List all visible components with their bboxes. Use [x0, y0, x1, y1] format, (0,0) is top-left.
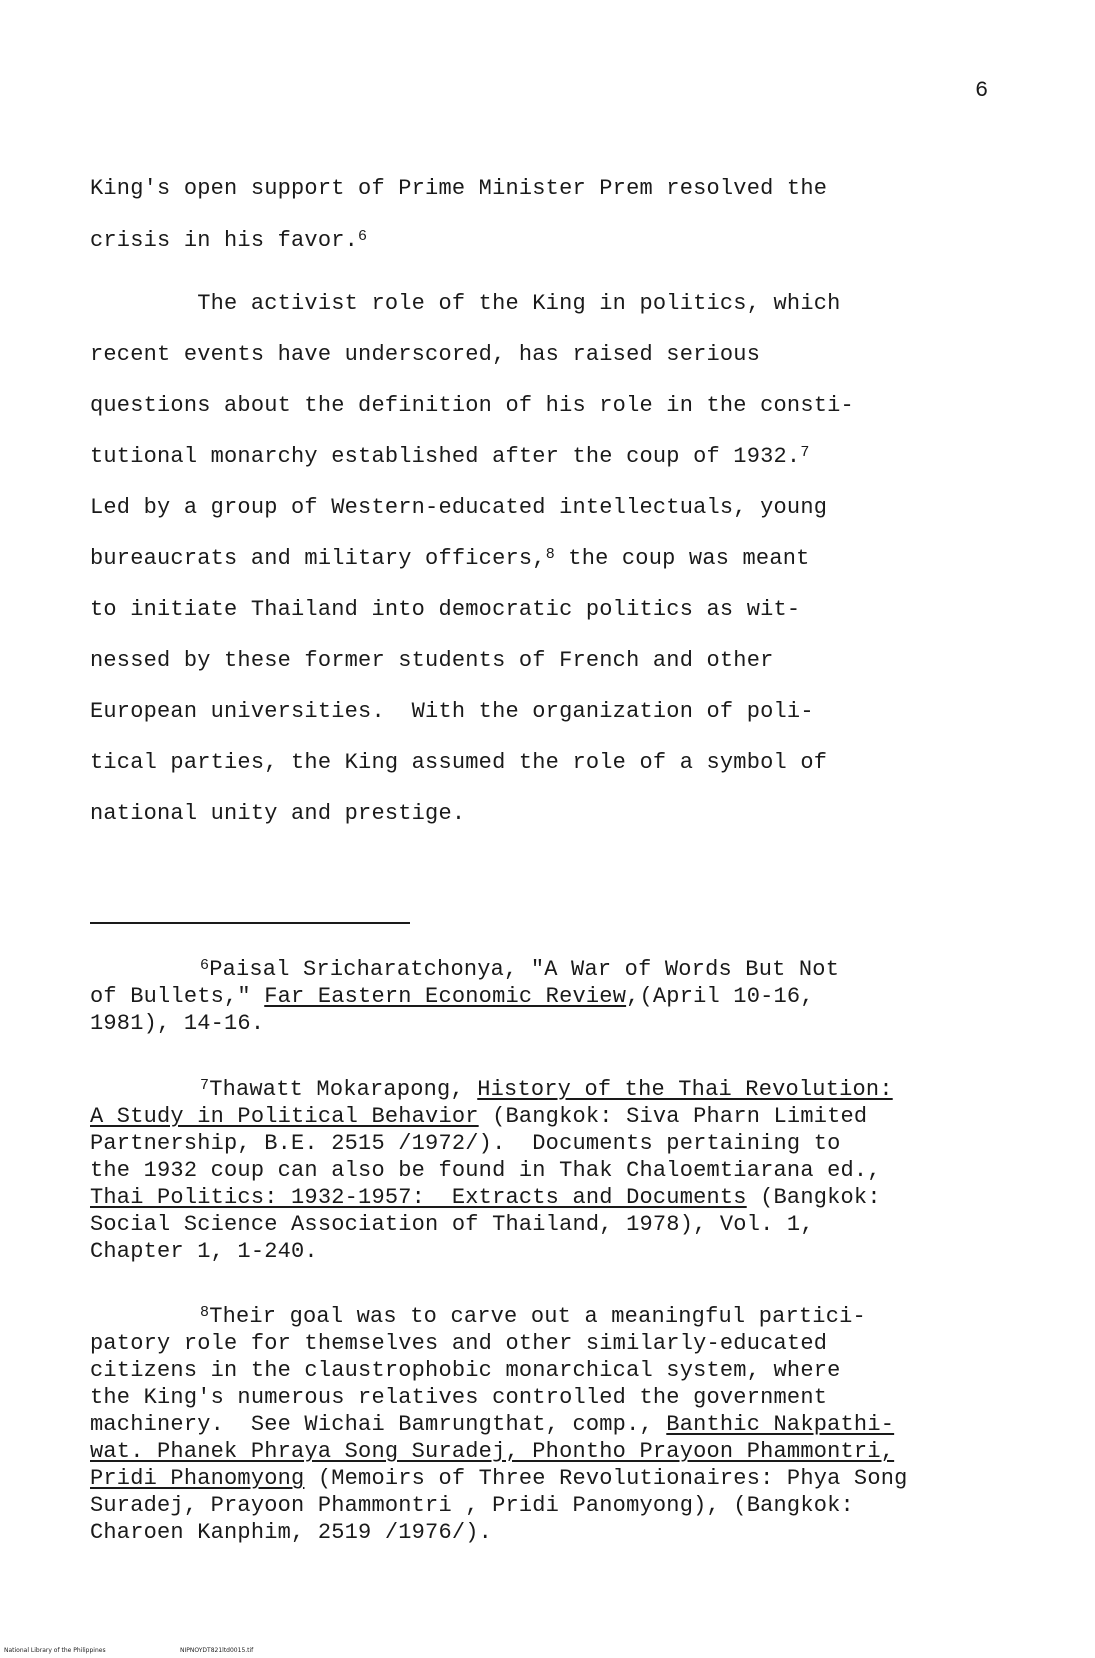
- footnote-ref: 8: [545, 546, 555, 563]
- journal-title: Far Eastern Economic Review: [264, 984, 627, 1009]
- footnote-line: $^8$Their goal was to carve out a meaningful partici-: [200, 1304, 866, 1329]
- footnote-separator: [90, 922, 410, 924]
- body-line: national unity and prestige.: [90, 801, 466, 826]
- body-line: recent events have underscored, has raised serious: [90, 342, 761, 367]
- footnote-marker: 6: [200, 957, 210, 974]
- footnote-line: of Bullets," Far Eastern Economic Review,(April 10-16,: [90, 984, 814, 1009]
- footnote-line: the King's numerous relatives controlled the government: [90, 1385, 828, 1410]
- footnote-line: machinery. See Wichai Bamrungthat, comp., Banthic Nakpathi-: [90, 1412, 895, 1437]
- footnote-line: citizens in the claustrophobic monarchical system, where: [90, 1358, 841, 1383]
- footnote-line: Charoen Kanphim, 2519 /1976/).: [90, 1520, 493, 1545]
- body-line: tical parties, the King assumed the role of a symbol of: [90, 750, 828, 775]
- footnote-line: patory role for themselves and other similarly-educated: [90, 1331, 828, 1356]
- book-title: wat. Phanek Phraya Song Suradej, Phontho Prayoon Phammontri,: [90, 1439, 895, 1464]
- book-title: Pridi Phanomyong: [90, 1466, 305, 1491]
- body-line: nessed by these former students of French and other: [90, 648, 774, 673]
- footnote-marker: 7: [200, 1077, 210, 1094]
- footnote-line: 1981), 14-16.: [90, 1011, 265, 1036]
- body-line: Led by a group of Western-educated intellectuals, young: [90, 495, 828, 520]
- footnote-ref: 7: [800, 444, 810, 461]
- body-line: King's open support of Prime Minister Prem resolved the: [90, 176, 828, 201]
- book-title: History of the Thai Revolution:: [477, 1077, 893, 1102]
- footnote-marker: 8: [200, 1304, 210, 1321]
- body-line: European universities. With the organization of poli-: [90, 699, 814, 724]
- body-line: to initiate Thailand into democratic politics as wit-: [90, 597, 801, 622]
- footnote-line: Pridi Phanomyong (Memoirs of Three Revolutionaires: Phya Song: [90, 1466, 908, 1491]
- footnote-ref: 6: [358, 228, 368, 245]
- footnote-line: $^6$Paisal Sricharatchonya, "A War of Words But Not: [200, 957, 840, 982]
- body-line: The activist role of the King in politics, which: [90, 291, 841, 316]
- book-title: A Study in Political Behavior: [90, 1104, 479, 1129]
- footnote-line: $^7$Thawatt Mokarapong, History of the Thai Revolution:: [200, 1077, 893, 1102]
- body-line: bureaucrats and military officers,$^8$ the coup was meant: [90, 546, 810, 571]
- footnote-line: Chapter 1, 1-240.: [90, 1239, 318, 1264]
- book-title: Thai Politics: 1932-1957: Extracts and Documents: [90, 1185, 747, 1210]
- footnote-line: Social Science Association of Thailand, 1978), Vol. 1,: [90, 1212, 814, 1237]
- book-title: Banthic Nakpathi-: [666, 1412, 895, 1437]
- footnote-line: the 1932 coup can also be found in Thak Chaloemtiarana ed.,: [90, 1158, 881, 1183]
- body-line: tutional monarchy established after the coup of 1932.$^7$: [90, 444, 810, 469]
- footnote-line: Partnership, B.E. 2515 /1972/). Documents pertaining to: [90, 1131, 841, 1156]
- body-line: questions about the definition of his role in the consti-: [90, 393, 854, 418]
- footnote-line: Suradej, Prayoon Phammontri , Pridi Panomyong), (Bangkok:: [90, 1493, 854, 1518]
- footnote-line: [90, 1439, 894, 1464]
- footnote-line: A Study in Political Behavior (Bangkok: Siva Pharn Limited: [90, 1104, 868, 1129]
- archive-stamp: National Library of the Philippines: [4, 1647, 106, 1654]
- footnote-line: Thai Politics: 1932-1957: Extracts and Documents (Bangkok:: [90, 1185, 881, 1210]
- body-line: crisis in his favor.$^6$: [90, 228, 368, 253]
- page-number: 6: [975, 78, 989, 103]
- archive-file-id: NIPNOYDT821ltd0015.tif: [180, 1647, 254, 1654]
